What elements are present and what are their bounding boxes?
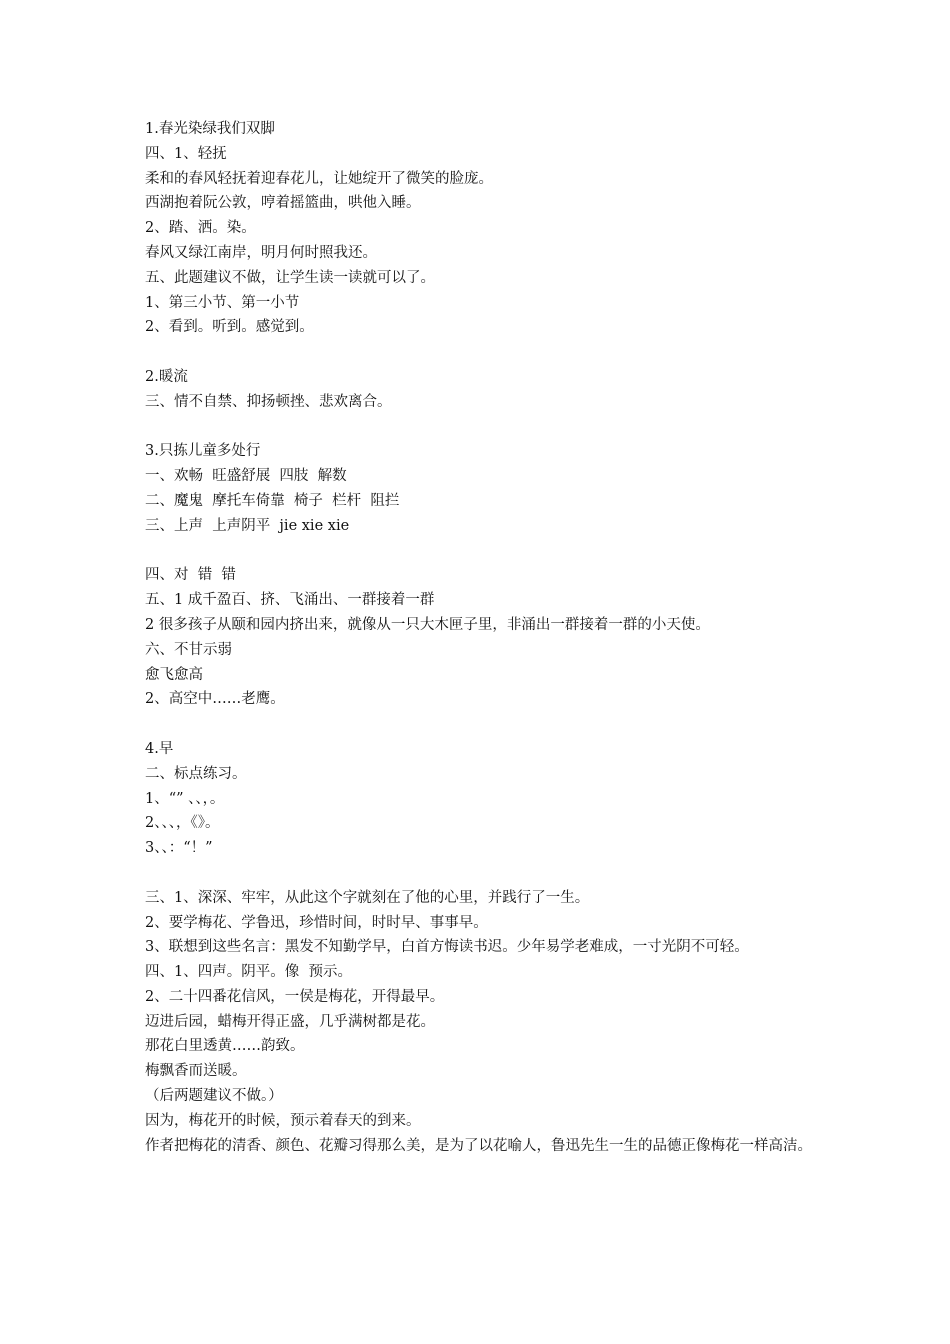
text-line: 1、第三小节、第一小节 <box>145 294 300 311</box>
text-line: 2、要学梅花、学鲁迅，珍惜时间，时时早、事事早。 <box>145 914 488 931</box>
section-lesson-4 <box>145 737 825 861</box>
text-line: 愈飞愈高 <box>145 666 203 683</box>
document-page <box>145 117 825 1158</box>
blank-line <box>145 539 825 564</box>
text-line: 3、联想到这些名言：黑发不知勤学早，白首方悔读书迟。少年易学老难成，一寸光阴不可轻。 <box>145 939 749 956</box>
text-line: （后两题建议不做。） <box>145 1088 283 1105</box>
lesson-title: 2.暖流 <box>145 368 188 385</box>
text-line: 因为，梅花开的时候，预示着春天的到来。 <box>145 1112 421 1129</box>
text-line: 三、1、深深、牢牢，从此这个字就刻在了他的心里，并践行了一生。 <box>145 889 590 906</box>
text-line: 作者把梅花的清香、颜色、花瓣习得那么美，是为了以花喻人，鲁迅先生一生的品德正像梅花一样高洁。 <box>145 1137 812 1154</box>
lesson-title: 1.春光染绿我们双脚 <box>145 121 275 137</box>
text-line: 四、对 错 错 <box>145 567 236 584</box>
text-line: 2、高空中……老鹰。 <box>145 691 285 708</box>
text-line: 二、魔鬼 摩托车倚靠 椅子 栏杆 阻拦 <box>145 492 400 509</box>
text-line: 四、1、轻抚 <box>145 145 227 162</box>
text-line: 西湖抱着阮公敦，哼着摇篮曲，哄他入睡。 <box>145 195 421 212</box>
text-line: 春风又绿江南岸，明月何时照我还。 <box>145 244 377 261</box>
blank-line <box>145 861 825 886</box>
text-line: 2、看到。听到。感觉到。 <box>145 319 314 336</box>
text-line: 2、、、，《》。 <box>145 815 220 832</box>
text-line: 梅飘香而送暖。 <box>145 1063 247 1080</box>
text-line: 五、此题建议不做，让学生读一读就可以了。 <box>145 269 435 286</box>
section-lesson-3 <box>145 439 825 538</box>
section-lesson-3-continued <box>145 563 825 712</box>
text-line: 五、1 成千盈百、挤、飞涌出、一群接着一群 <box>145 592 435 609</box>
text-line: 2、踏、洒。染。 <box>145 220 256 237</box>
text-line: 三、情不自禁、抑扬顿挫、悲欢离合。 <box>145 393 392 410</box>
blank-line <box>145 340 825 365</box>
text-line: 一、欢畅 旺盛舒展 四肢 解数 <box>145 468 347 485</box>
lesson-title: 4.早 <box>145 740 174 757</box>
section-lesson-2 <box>145 365 825 415</box>
text-line: 柔和的春风轻抚着迎春花儿，让她绽开了微笑的脸庞。 <box>145 170 493 187</box>
text-line: 那花白里透黄……韵致。 <box>145 1038 305 1055</box>
text-line: 2 很多孩子从颐和园内挤出来，就像从一只大木匣子里，非涌出一群接着一群的小天使。 <box>145 616 710 633</box>
text-line: 迈进后园，蜡梅开得正盛，几乎满树都是花。 <box>145 1013 435 1030</box>
text-line: 二、标点练习。 <box>145 765 247 782</box>
text-line: 3、、：“！” <box>145 840 213 857</box>
blank-line <box>145 712 825 737</box>
text-line: 1、“” 、、，。 <box>145 790 225 807</box>
lesson-title: 3.只拣儿童多处行 <box>145 443 261 460</box>
section-lesson-1 <box>145 117 825 340</box>
blank-line <box>145 415 825 440</box>
text-line: 三、上声 上声阴平 jie xie xie <box>145 517 350 534</box>
text-line: 六、不甘示弱 <box>145 641 232 658</box>
text-line: 2、二十四番花信风，一侯是梅花，开得最早。 <box>145 988 445 1005</box>
text-line: 四、1、四声。阴平。像 预示。 <box>145 964 352 981</box>
section-lesson-4-continued <box>145 886 825 1159</box>
